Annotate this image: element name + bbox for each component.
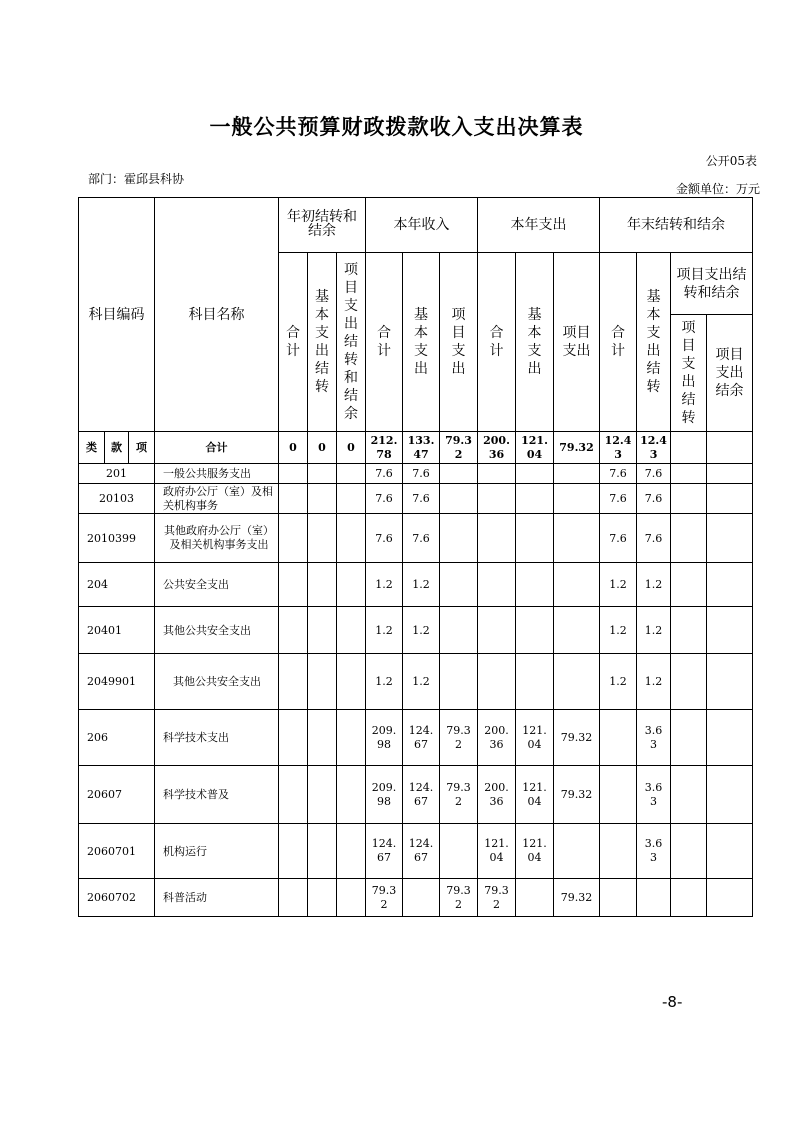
row-expense-total: 79.32 [478,879,516,917]
row-income-total: 7.6 [366,484,403,514]
page-title: 一般公共预算财政拨款收入支出决算表 [209,115,584,139]
row-name: 机构运行 [155,824,279,879]
row-expense-total: 200.36 [478,766,516,824]
row-end-total: 7.6 [600,514,637,563]
header-income-project: 项目支出 [440,253,478,432]
budget-table [78,197,753,917]
total-expense-total: 200.36 [478,432,516,464]
total-begin-basic: 0 [308,432,337,464]
row-income-basic: 7.6 [403,514,440,563]
row-income-basic: 1.2 [403,607,440,654]
row-code: 201 [79,464,155,484]
header-income-total: 合计 [366,253,403,432]
row-code: 2060702 [79,879,155,917]
row-end-total: 1.2 [600,654,637,710]
total-income-total: 212.78 [366,432,403,464]
row-end-basic: 1.2 [637,654,671,710]
row-code: 206 [79,710,155,766]
row-name: 一般公共服务支出 [155,464,279,484]
row-end-basic: 3.63 [637,824,671,879]
header-income-basic: 基本支出 [403,253,440,432]
row-name: 科普活动 [155,879,279,917]
row-name: 科学技术普及 [155,766,279,824]
header-expense-total: 合计 [478,253,516,432]
header-group-end: 年末结转和结余 [600,198,753,253]
total-begin-total: 0 [279,432,308,464]
header-end-project: 项目支出结转和结余 [671,253,753,315]
header-expense-project: 项目支出 [554,253,600,432]
row-end-basic: 3.63 [637,710,671,766]
total-income-basic: 133.47 [403,432,440,464]
row-income-project: 79.32 [440,879,478,917]
row-income-total: 124.67 [366,824,403,879]
row-end-basic: 7.6 [637,514,671,563]
row-expense-project: 79.32 [554,879,600,917]
unit-label: 金额单位：万元 [675,182,760,196]
row-income-basic: 1.2 [403,563,440,607]
header-begin-basic: 基本支出结转 [308,253,337,432]
header-expense-basic: 基本支出 [516,253,554,432]
row-income-total: 209.98 [366,710,403,766]
header-name: 科目名称 [155,198,279,432]
table-row [79,654,753,710]
header-end-total: 合计 [600,253,637,432]
table-row [79,710,753,766]
total-end-project-carry [671,432,707,464]
row-code: 20607 [79,766,155,824]
row-code: 2060701 [79,824,155,879]
row-name: 其他公共安全支出 [155,654,279,710]
total-expense-basic: 121.04 [516,432,554,464]
class-lei: 类 [79,432,105,464]
row-income-total: 7.6 [366,464,403,484]
department-label: 部门：霍邱县科协 [88,172,185,186]
total-expense-project: 79.32 [554,432,600,464]
row-end-total: 7.6 [600,484,637,514]
header-group-expense: 本年支出 [478,198,600,253]
row-expense-total: 200.36 [478,710,516,766]
row-code: 2010399 [79,514,155,563]
row-income-basic: 124.67 [403,824,440,879]
row-income-basic: 7.6 [403,464,440,484]
header-end-basic: 基本支出结转 [637,253,671,432]
row-income-total: 7.6 [366,514,403,563]
total-income-project: 79.32 [440,432,478,464]
row-expense-basic: 121.04 [516,766,554,824]
table-row [79,879,753,917]
row-name: 政府办公厅（室）及相关机构事务 [155,484,279,514]
header-group-begin: 年初结转和结余 [279,198,366,253]
row-end-basic: 7.6 [637,484,671,514]
row-expense-basic: 121.04 [516,710,554,766]
table-row [79,766,753,824]
row-income-basic: 7.6 [403,484,440,514]
row-expense-project: 79.32 [554,710,600,766]
row-name: 科学技术支出 [155,710,279,766]
row-code: 2049901 [79,654,155,710]
total-end-total: 12.43 [600,432,637,464]
header-end-project-surplus: 项目支出结余 [707,315,753,432]
row-end-total: 7.6 [600,464,637,484]
header-code: 科目编码 [79,198,155,432]
header-begin-project: 项目支出结转和结余 [337,253,366,432]
page-number: -8- [662,993,683,1011]
table-row [79,824,753,879]
row-income-total: 209.98 [366,766,403,824]
row-end-total: 1.2 [600,607,637,654]
row-name: 其他政府办公厅（室）及相关机构事务支出 [155,514,279,563]
row-end-basic: 1.2 [637,607,671,654]
row-income-project: 79.32 [440,766,478,824]
row-end-basic: 1.2 [637,563,671,607]
row-code: 20103 [79,484,155,514]
row-end-basic: 3.63 [637,766,671,824]
row-income-total: 1.2 [366,563,403,607]
header-group-income: 本年收入 [366,198,478,253]
row-expense-basic: 121.04 [516,824,554,879]
row-income-basic: 124.67 [403,710,440,766]
class-kuan: 款 [105,432,129,464]
row-expense-project: 79.32 [554,766,600,824]
table-row [79,464,753,484]
total-end-basic: 12.43 [637,432,671,464]
row-expense-total: 121.04 [478,824,516,879]
row-income-total: 79.32 [366,879,403,917]
row-name: 其他公共安全支出 [155,607,279,654]
row-income-total: 1.2 [366,654,403,710]
table-row [79,514,753,563]
row-income-basic: 1.2 [403,654,440,710]
row-income-project: 79.32 [440,710,478,766]
header-begin-total: 合计 [279,253,308,432]
totals-label: 合计 [155,432,279,464]
row-name: 公共安全支出 [155,563,279,607]
table-row [79,563,753,607]
row-end-basic: 7.6 [637,464,671,484]
totals-row [79,432,753,464]
header-end-project-carry: 项目支出结转 [671,315,707,432]
form-code: 公开05表 [705,154,757,168]
total-end-project-surplus [707,432,753,464]
class-xiang: 项 [129,432,155,464]
row-code: 204 [79,563,155,607]
row-code: 20401 [79,607,155,654]
row-income-basic: 124.67 [403,766,440,824]
row-income-total: 1.2 [366,607,403,654]
table-row [79,484,753,514]
row-end-total: 1.2 [600,563,637,607]
total-begin-project: 0 [337,432,366,464]
table-row [79,607,753,654]
